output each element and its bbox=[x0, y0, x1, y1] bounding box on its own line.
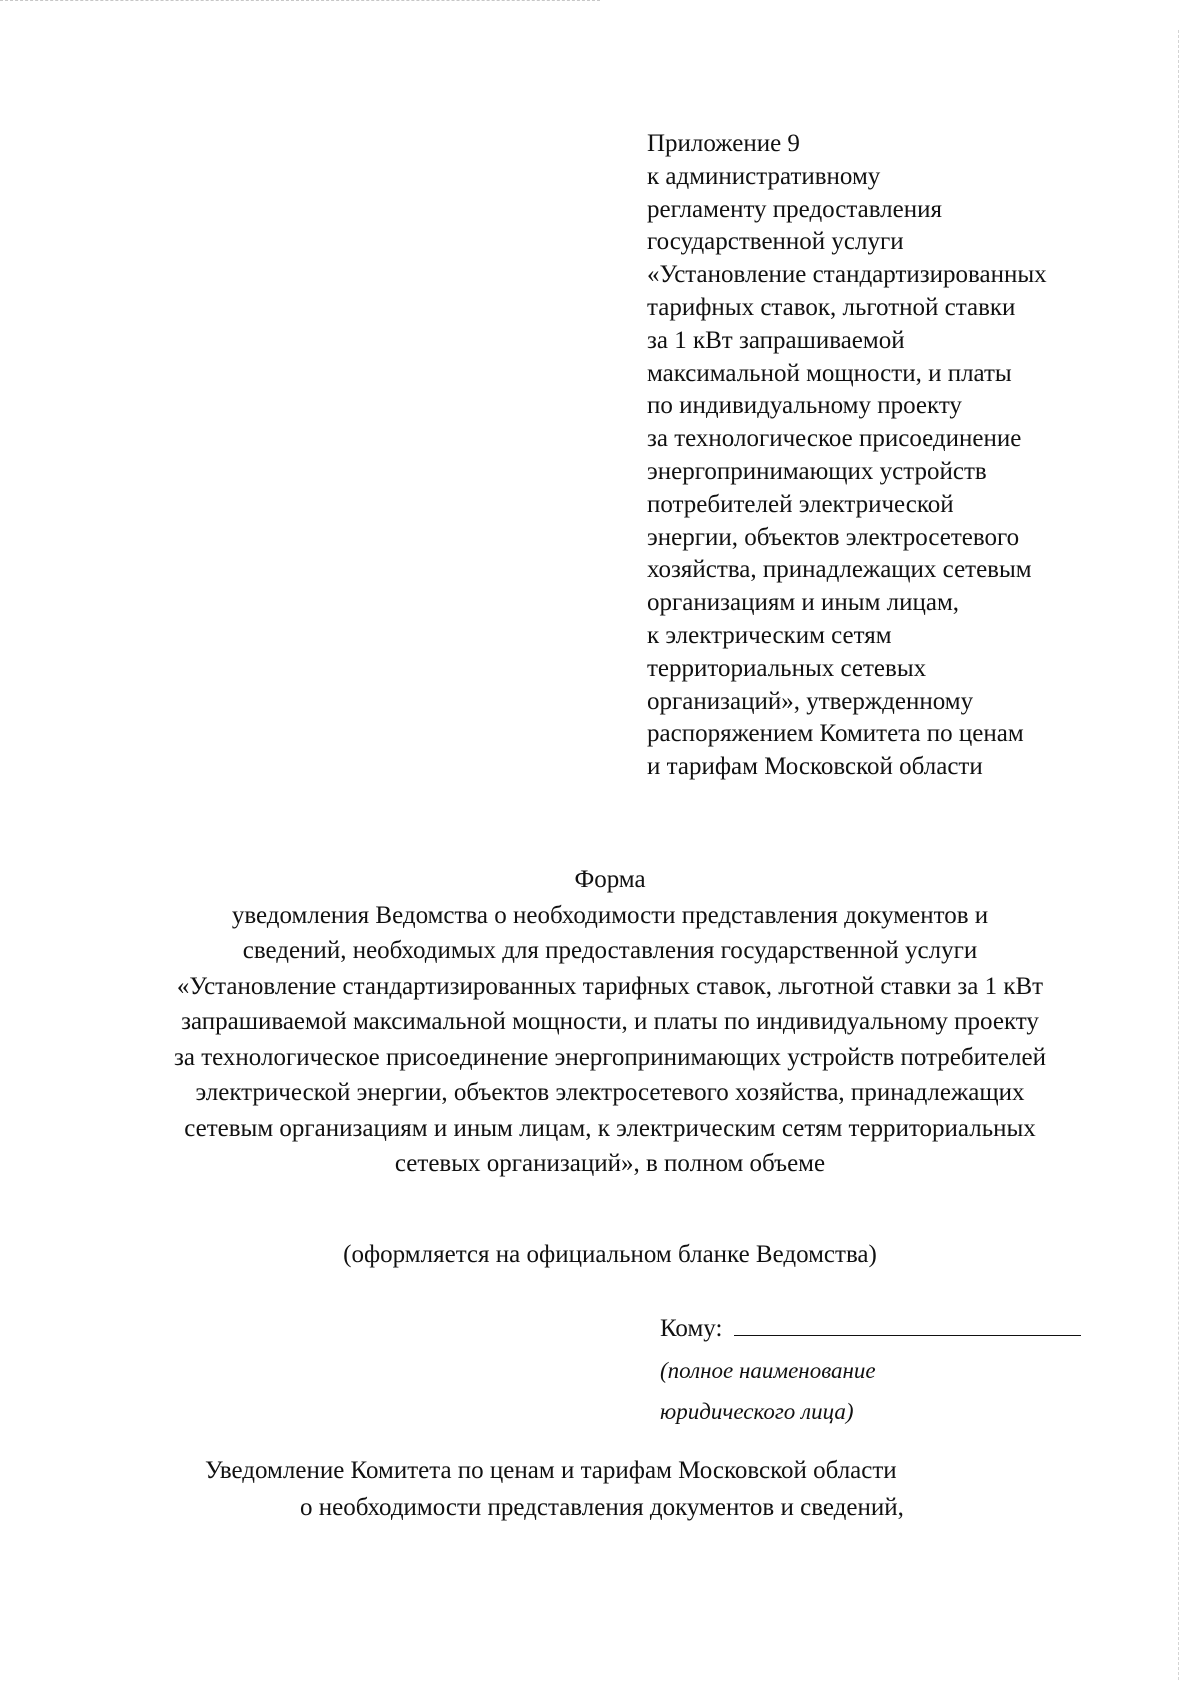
recipient-hint bbox=[660, 1350, 1100, 1432]
form-heading-line: сведений, необходимых для предоставления государственной услуги bbox=[242, 937, 978, 964]
form-heading bbox=[95, 862, 1125, 1182]
annex-line: организациям и иным лицам, bbox=[647, 589, 960, 617]
annex-line: за технологическое присоединение bbox=[647, 425, 1022, 453]
annex-line: за 1 кВт запрашиваемой bbox=[647, 326, 905, 354]
form-heading-line: за технологическое присоединение энергопринимающих устройств потребителей bbox=[174, 1043, 1046, 1071]
recipient-block bbox=[660, 1309, 1100, 1432]
notice-title-line: Уведомление Комитета по ценам и тарифам Московской области bbox=[205, 1457, 897, 1484]
form-heading-line: «Установление стандартизированных тарифных ставок, льготной ставки за 1 кВт bbox=[176, 972, 1044, 1000]
annex-line: государственной услуги bbox=[647, 228, 904, 256]
annex-line: к административному bbox=[647, 162, 881, 190]
notice-title bbox=[205, 1452, 1035, 1526]
annex-line: хозяйства, принадлежащих сетевым bbox=[647, 556, 1032, 584]
notice-title-line: о необходимости представления документов и сведений, bbox=[300, 1494, 904, 1521]
annex-line: по индивидуальному проекту bbox=[647, 392, 962, 420]
form-heading-line: уведомления Ведомства о необходимости представления документов и bbox=[231, 901, 989, 929]
annex-line: и тарифам Московской области bbox=[647, 753, 983, 781]
annex-line: «Установление стандартизированных bbox=[647, 261, 1047, 289]
annex-line: потребителей электрической bbox=[647, 490, 954, 518]
recipient-label: Кому: bbox=[660, 1315, 723, 1342]
annex-line: тарифных ставок, льготной ставки bbox=[647, 293, 1016, 321]
annex-line: энергопринимающих устройств bbox=[647, 457, 987, 485]
scan-edge-top bbox=[0, 0, 600, 3]
annex-line: максимальной мощности, и платы bbox=[647, 359, 1012, 387]
recipient-hint-line: (полное наименование bbox=[660, 1358, 876, 1383]
form-heading-line: электрической энергии, объектов электросетевого хозяйства, принадлежащих bbox=[195, 1079, 1025, 1106]
annex-line: к электрическим сетям bbox=[647, 621, 892, 649]
form-heading-line: сетевым организациям и иным лицам, к электрическим сетям территориальных bbox=[184, 1114, 1036, 1142]
official-blank-note: (оформляется на официальном бланке Ведомства) bbox=[343, 1241, 877, 1268]
annex-line: территориальных сетевых bbox=[647, 654, 927, 682]
annex-line: регламенту предоставления bbox=[647, 195, 943, 223]
annex-line: распоряжением Комитета по ценам bbox=[647, 720, 1024, 748]
form-title: Форма bbox=[574, 866, 646, 893]
annex-line: энергии, объектов электросетевого bbox=[647, 523, 1020, 551]
annex-block bbox=[647, 128, 1177, 784]
recipient-row bbox=[660, 1309, 1100, 1346]
annex-line: Приложение 9 bbox=[647, 130, 800, 157]
annex-line: организаций», утвержденному bbox=[647, 687, 974, 715]
scan-edge-right bbox=[1178, 30, 1180, 1680]
form-heading-line: запрашиваемой максимальной мощности, и платы по индивидуальному проекту bbox=[181, 1008, 1039, 1035]
recipient-hint-line: юридического лица) bbox=[660, 1399, 854, 1424]
recipient-fill-line bbox=[734, 1309, 1081, 1336]
form-heading-line: сетевых организаций», в полном объеме bbox=[394, 1150, 826, 1177]
